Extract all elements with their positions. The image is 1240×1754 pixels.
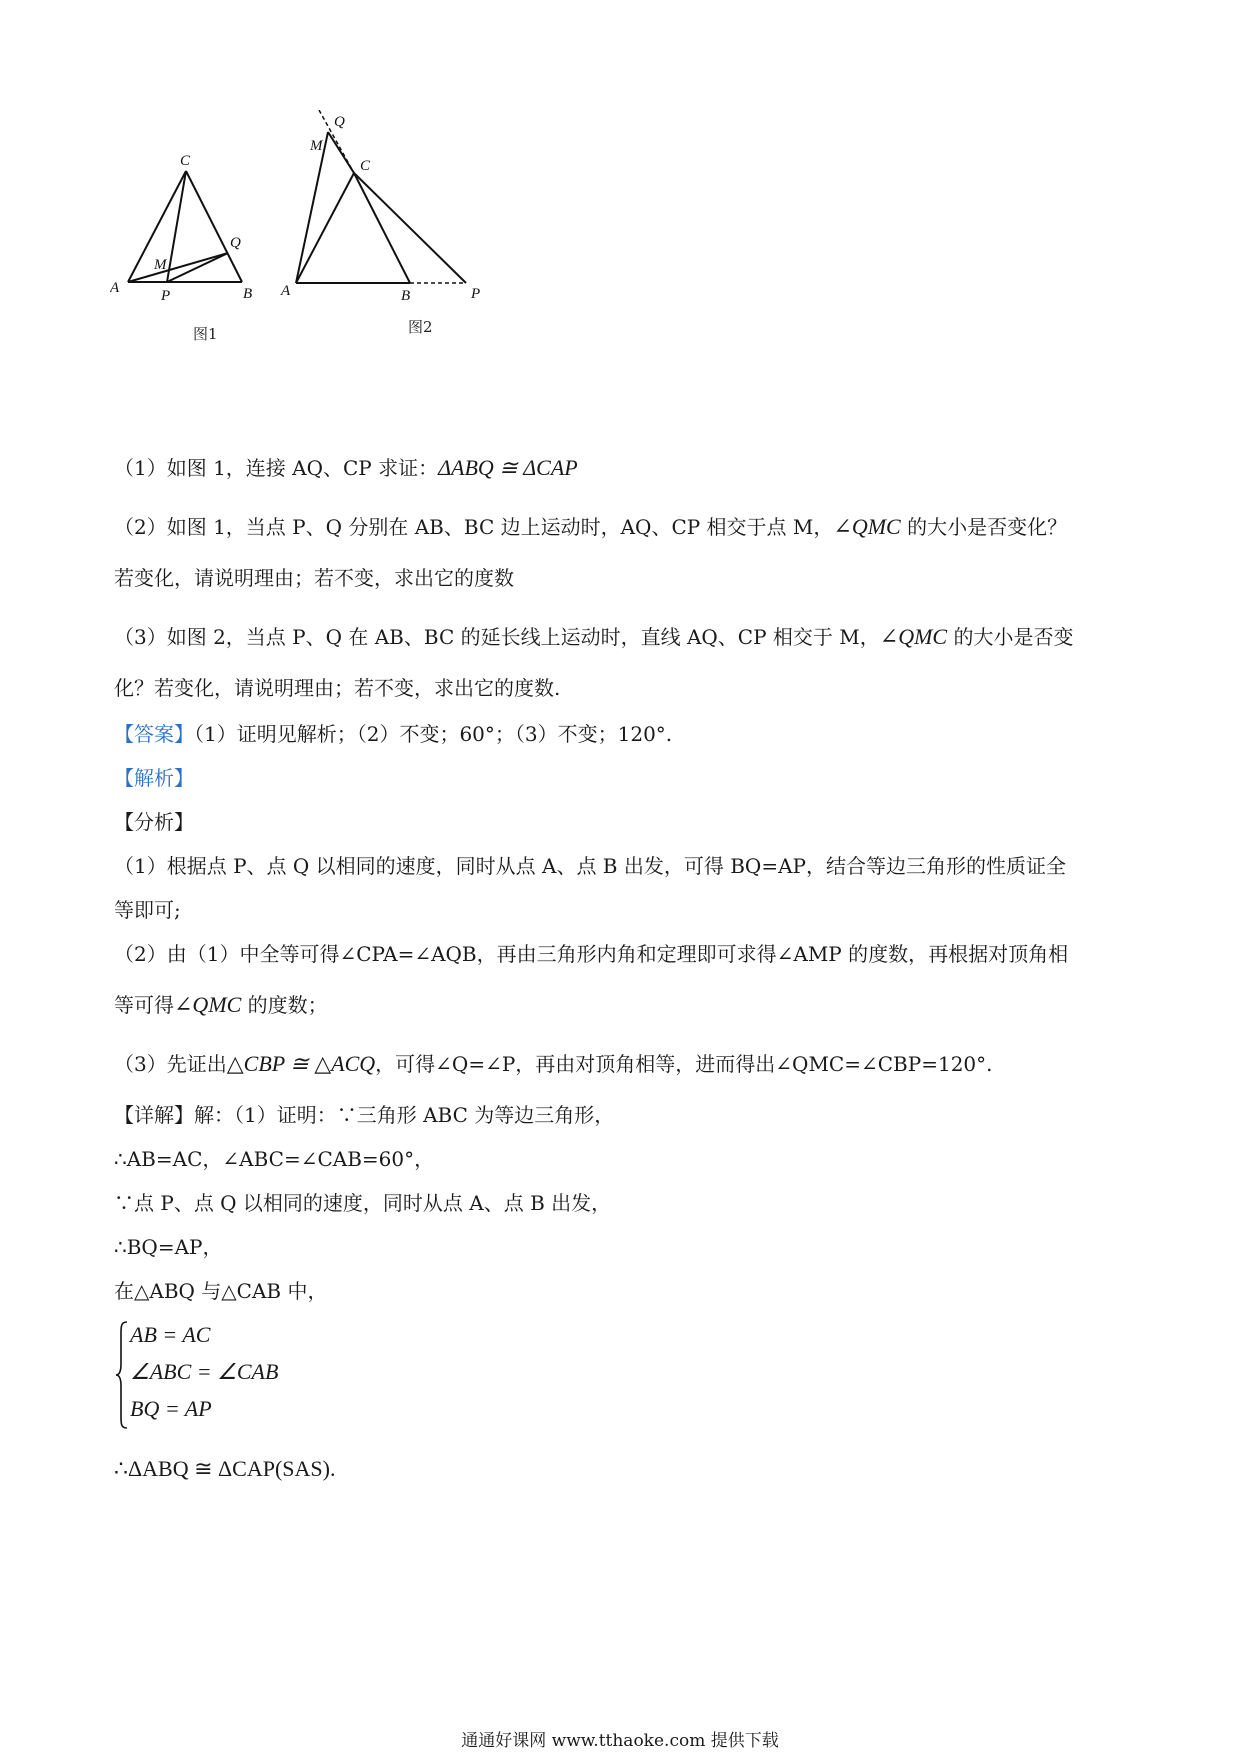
question-2-text-b: 的大小是否变化？ xyxy=(900,515,1068,539)
question-3-text-b: 的大小是否变 xyxy=(947,625,1074,649)
fig2-side-cb xyxy=(354,173,410,283)
fenxi-p2-line-2 xyxy=(114,991,328,1019)
fig2-label-q: Q xyxy=(334,114,345,130)
left-brace-icon xyxy=(114,1320,130,1430)
question-2-math: ∠QMC xyxy=(833,514,901,539)
question-3-line-1 xyxy=(114,623,1073,651)
detail-line-1 xyxy=(114,1101,614,1129)
fenxi-p3-math: △CBP ≅ △ACQ xyxy=(226,1051,376,1076)
answer-line xyxy=(114,720,672,748)
fig2-line-cp xyxy=(354,173,466,283)
fenxi-p2-text-b: 的度数； xyxy=(241,993,328,1017)
answer-text: （1）证明见解析；（2）不变；60°；（3）不变；120°. xyxy=(194,722,673,746)
fenxi-p1-line-2: 等即可; xyxy=(114,898,181,922)
fig1-label-a: A xyxy=(110,280,120,296)
question-2-text-a: （2）如图 1，当点 P、Q 分别在 AB、BC 边上运动时，AQ、CP 相交于点 M， xyxy=(114,515,834,539)
question-2-line-2: 若变化，请说明理由；若不变，求出它的度数 xyxy=(114,566,514,590)
question-1-math: ΔABQ ≅ ΔCAP xyxy=(438,455,578,480)
fenxi-p3-text-b: ，可得∠Q=∠P，再由对顶角相等，进而得出∠QMC=∠CBP=120°. xyxy=(375,1052,993,1076)
equation-2: ∠ABC = ∠CAB xyxy=(130,1359,279,1384)
fenxi-p3 xyxy=(114,1050,993,1078)
fenxi-p2-text-a: 等可得 xyxy=(114,993,174,1017)
figure-1 xyxy=(128,171,242,282)
fenxi-p2-line-1: （2）由（1）中全等可得∠CPA=∠AQB，再由三角形内角和定理即可求得∠AMP 的度数，再根据对顶角相 xyxy=(114,942,1069,966)
conclusion: ∴ΔABQ ≅ ΔCAP(SAS). xyxy=(114,1456,336,1481)
question-3-math: ∠QMC xyxy=(879,624,948,649)
question-1-text: （1）如图 1，连接 AQ、CP 求证： xyxy=(114,456,439,480)
detail-line-3: ∵点 P、点 Q 以相同的速度，同时从点 A、点 B 出发， xyxy=(114,1191,612,1215)
fig1-label-c: C xyxy=(180,153,191,169)
figure-2 xyxy=(296,110,466,283)
fig2-side-ac xyxy=(296,173,354,283)
figure-2-caption: 图2 xyxy=(408,318,433,336)
detail-line-4: ∴BQ=AP， xyxy=(114,1235,223,1259)
detail-line-5: 在△ABQ 与△CAB 中， xyxy=(114,1279,328,1303)
fig1-label-b: B xyxy=(243,286,253,302)
equation-3: BQ = AP xyxy=(130,1396,212,1421)
fig2-label-m: M xyxy=(310,138,323,154)
geometry-figures xyxy=(110,110,570,390)
equation-1: AB = AC xyxy=(130,1322,211,1347)
fig2-line-am xyxy=(296,132,328,283)
fig2-label-p: P xyxy=(471,286,481,302)
detail-text-1: 解：（1）证明：∵三角形 ABC 为等边三角形， xyxy=(194,1103,615,1127)
answer-label: 【答案】 xyxy=(114,722,194,746)
fenxi-p3-text-a: （3）先证出 xyxy=(114,1052,227,1076)
fig1-side-cb xyxy=(186,171,242,282)
question-2-line-1 xyxy=(114,513,1067,541)
fig1-label-q: Q xyxy=(230,235,241,251)
figure-1-caption: 图1 xyxy=(193,325,218,343)
fenxi-p1-line-1: （1）根据点 P、点 Q 以相同的速度，同时从点 A、点 B 出发，可得 BQ=AP，结合等边三角形的性质证全 xyxy=(114,854,1066,878)
fig2-label-a: A xyxy=(281,283,291,299)
fenxi-p2-math: ∠QMC xyxy=(174,992,242,1017)
page-footer: 通通好课网 www.tthaoke.com 提供下载 xyxy=(461,1731,779,1751)
analysis-label: 【解析】 xyxy=(114,766,194,790)
fig1-label-p: P xyxy=(161,288,171,304)
equation-system xyxy=(114,1320,414,1430)
question-1 xyxy=(114,454,578,482)
question-3-text-a: （3）如图 2，当点 P、Q 在 AB、BC 的延长线上运动时，直线 AQ、CP 相交于 M， xyxy=(114,625,880,649)
fig1-label-m: M xyxy=(154,257,167,273)
fig2-label-c: C xyxy=(360,158,371,174)
question-3-line-2: 化？若变化，请说明理由；若不变，求出它的度数. xyxy=(114,676,561,700)
detail-line-2: ∴AB=AC，∠ABC=∠CAB=60°， xyxy=(114,1147,435,1171)
detail-label: 【详解】 xyxy=(114,1103,194,1127)
fenxi-label: 【分析】 xyxy=(114,810,194,834)
figures xyxy=(110,110,570,390)
fig2-label-b: B xyxy=(401,288,411,304)
